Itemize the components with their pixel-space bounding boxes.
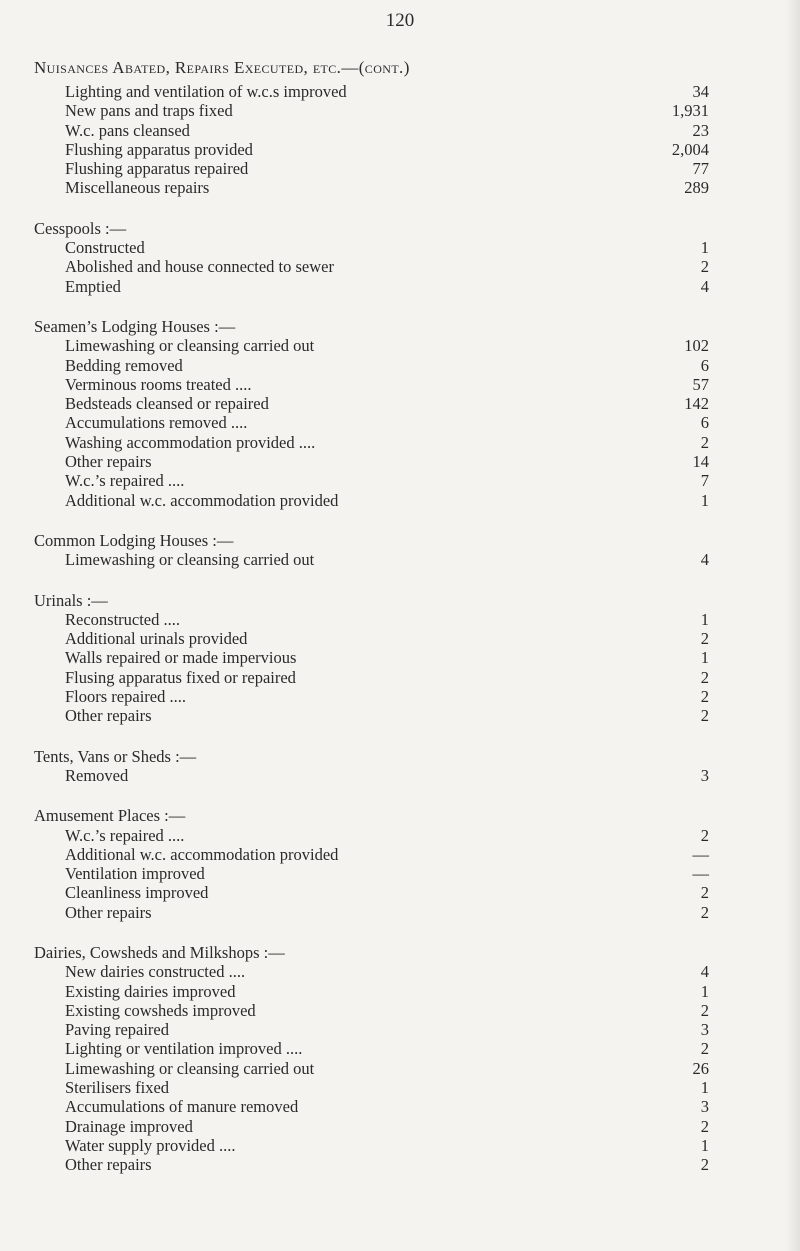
table-row bbox=[34, 1039, 724, 1058]
row-label: Abolished and house connected to sewer bbox=[65, 257, 334, 277]
row-value: 2 bbox=[700, 1000, 709, 1020]
row-value: 3 bbox=[700, 765, 709, 785]
section bbox=[34, 943, 724, 1175]
row-label: Cleanliness improved bbox=[65, 883, 209, 903]
page-number: 120 bbox=[385, 10, 415, 31]
section-title: Amusement Places :— bbox=[34, 806, 186, 826]
row-label: Flushing apparatus repaired bbox=[65, 159, 249, 179]
table-row bbox=[34, 648, 724, 667]
row-value: 2 bbox=[700, 902, 709, 922]
row-label: Existing cowsheds improved bbox=[65, 1000, 256, 1020]
table-row bbox=[34, 394, 724, 413]
table-row bbox=[34, 687, 724, 706]
row-value: 6 bbox=[700, 413, 709, 433]
table-row bbox=[34, 1136, 724, 1155]
row-label: Miscellaneous repairs bbox=[65, 178, 210, 198]
row-label: Limewashing or cleansing carried out bbox=[65, 550, 315, 570]
table-row bbox=[34, 826, 724, 845]
section bbox=[34, 591, 724, 726]
row-value: 2 bbox=[700, 706, 709, 726]
table-row bbox=[34, 140, 724, 159]
table-row bbox=[34, 1059, 724, 1078]
row-value: 3 bbox=[700, 1097, 709, 1117]
row-value: 2 bbox=[700, 667, 709, 687]
row-label: Removed bbox=[65, 765, 129, 785]
row-label: Limewashing or cleansing carried out bbox=[65, 1058, 315, 1078]
row-value: 1 bbox=[700, 609, 709, 629]
section bbox=[34, 531, 724, 570]
row-value: 2 bbox=[700, 883, 709, 903]
row-label: Bedding removed bbox=[65, 355, 183, 375]
row-label: Additional urinals provided bbox=[65, 629, 248, 649]
table-row bbox=[34, 121, 724, 140]
row-value: 289 bbox=[684, 178, 709, 198]
table-row bbox=[34, 452, 724, 471]
section-title: Dairies, Cowsheds and Milkshops :— bbox=[34, 942, 285, 962]
row-label: Bedsteads cleansed or repaired bbox=[65, 394, 269, 414]
section bbox=[34, 82, 724, 198]
table-row bbox=[34, 629, 724, 648]
row-value: 2 bbox=[700, 1039, 709, 1059]
row-value: 2 bbox=[700, 1116, 709, 1136]
section bbox=[34, 317, 724, 510]
row-label: Verminous rooms treated .... bbox=[65, 374, 252, 394]
table-row bbox=[34, 375, 724, 394]
row-value: 142 bbox=[684, 394, 709, 414]
row-label: Flushing apparatus provided bbox=[65, 139, 253, 159]
section-title: Urinals :— bbox=[34, 590, 108, 610]
table-row bbox=[34, 433, 724, 452]
table-row bbox=[34, 962, 724, 981]
row-label: Additional w.c. accommodation provided bbox=[65, 490, 339, 510]
table-row bbox=[34, 883, 724, 902]
table-row bbox=[34, 1078, 724, 1097]
row-value: 6 bbox=[700, 355, 709, 375]
row-value: 7 bbox=[700, 471, 709, 491]
row-label: Accumulations of manure removed bbox=[65, 1097, 299, 1117]
row-label: Drainage improved bbox=[65, 1116, 193, 1136]
report-table bbox=[34, 82, 724, 1175]
row-value: 2 bbox=[700, 825, 709, 845]
table-row bbox=[34, 178, 724, 197]
row-label: W.c. pans cleansed bbox=[65, 120, 190, 140]
row-label: Lighting and ventilation of w.c.s improved bbox=[65, 82, 347, 101]
row-value: 57 bbox=[692, 374, 709, 394]
row-label: Accumulations removed .... bbox=[65, 413, 248, 433]
row-label: Other repairs bbox=[65, 902, 152, 922]
row-label: Reconstructed .... bbox=[65, 609, 181, 629]
row-label: Additional w.c. accommodation provided bbox=[65, 844, 339, 864]
table-row bbox=[34, 706, 724, 725]
row-value: 3 bbox=[700, 1020, 709, 1040]
table-row bbox=[34, 1097, 724, 1116]
row-value: 14 bbox=[692, 452, 709, 472]
row-label: New pans and traps fixed bbox=[65, 101, 233, 121]
section bbox=[34, 747, 724, 786]
table-row bbox=[34, 491, 724, 510]
row-label: Walls repaired or made impervious bbox=[65, 648, 297, 668]
row-value: 77 bbox=[692, 159, 709, 179]
row-value: 1 bbox=[700, 1135, 709, 1155]
table-row bbox=[34, 277, 724, 296]
row-label: W.c.’s repaired .... bbox=[65, 471, 185, 491]
table-row bbox=[34, 159, 724, 178]
row-label: Other repairs bbox=[65, 452, 152, 472]
table-row bbox=[34, 1155, 724, 1174]
row-value: 1 bbox=[700, 981, 709, 1001]
row-value: — bbox=[692, 844, 709, 864]
table-row bbox=[34, 356, 724, 375]
row-label: Water supply provided .... bbox=[65, 1135, 236, 1155]
table-row bbox=[34, 1117, 724, 1136]
row-value: — bbox=[692, 864, 709, 884]
section-title: Common Lodging Houses :— bbox=[34, 530, 234, 550]
table-row bbox=[34, 1020, 724, 1039]
row-value: 2 bbox=[700, 629, 709, 649]
section-title: Tents, Vans or Sheds :— bbox=[34, 746, 197, 766]
row-value: 4 bbox=[700, 962, 709, 982]
row-value: 1 bbox=[700, 238, 709, 258]
row-value: 1 bbox=[700, 490, 709, 510]
table-row bbox=[34, 668, 724, 687]
table-row bbox=[34, 982, 724, 1001]
table-row bbox=[34, 238, 724, 257]
table-row bbox=[34, 413, 724, 432]
row-value: 4 bbox=[700, 276, 709, 296]
table-row bbox=[34, 864, 724, 883]
section-title: Seamen’s Lodging Houses :— bbox=[34, 316, 236, 336]
table-row bbox=[34, 336, 724, 355]
row-label: Ventilation improved bbox=[65, 864, 205, 884]
row-value: 2 bbox=[700, 257, 709, 277]
row-label: Limewashing or cleansing carried out bbox=[65, 336, 315, 356]
row-label: Emptied bbox=[65, 276, 121, 296]
row-label: Other repairs bbox=[65, 706, 152, 726]
table-row bbox=[34, 1001, 724, 1020]
row-label: Sterilisers fixed bbox=[65, 1078, 170, 1098]
table-row bbox=[34, 82, 724, 101]
row-label: Constructed bbox=[65, 238, 145, 258]
row-label: Existing dairies improved bbox=[65, 981, 236, 1001]
table-row bbox=[34, 903, 724, 922]
row-label: Other repairs bbox=[65, 1155, 152, 1175]
row-value: 23 bbox=[692, 120, 709, 140]
table-row bbox=[34, 845, 724, 864]
row-label: Paving repaired bbox=[65, 1020, 170, 1040]
row-label: New dairies constructed .... bbox=[65, 962, 246, 982]
row-label: Washing accommodation provided .... bbox=[65, 432, 316, 452]
page-heading: Nuisances Abated, Repairs Executed, etc.—(cont.) bbox=[34, 58, 410, 77]
section bbox=[34, 806, 724, 922]
row-value: 1 bbox=[700, 648, 709, 668]
row-value: 2 bbox=[700, 687, 709, 707]
row-label: Floors repaired .... bbox=[65, 687, 186, 707]
row-value: 26 bbox=[692, 1058, 709, 1078]
table-row bbox=[34, 550, 724, 569]
table-row bbox=[34, 766, 724, 785]
row-label: W.c.’s repaired .... bbox=[65, 825, 185, 845]
page-edge-shadow bbox=[786, 0, 800, 1251]
row-label: Flusing apparatus fixed or repaired bbox=[65, 667, 296, 687]
row-value: 2,004 bbox=[671, 139, 709, 159]
table-row bbox=[34, 471, 724, 490]
row-value: 1 bbox=[700, 1078, 709, 1098]
row-value: 4 bbox=[700, 550, 709, 570]
section-title: Cesspools :— bbox=[34, 218, 127, 238]
row-value: 102 bbox=[684, 336, 709, 356]
table-row bbox=[34, 257, 724, 276]
row-value: 2 bbox=[700, 1155, 709, 1175]
row-value: 2 bbox=[700, 432, 709, 452]
row-label: Lighting or ventilation improved .... bbox=[65, 1039, 303, 1059]
row-value: 1,931 bbox=[671, 101, 709, 121]
section bbox=[34, 219, 724, 296]
table-row bbox=[34, 610, 724, 629]
table-row bbox=[34, 101, 724, 120]
row-value: 34 bbox=[692, 82, 709, 101]
